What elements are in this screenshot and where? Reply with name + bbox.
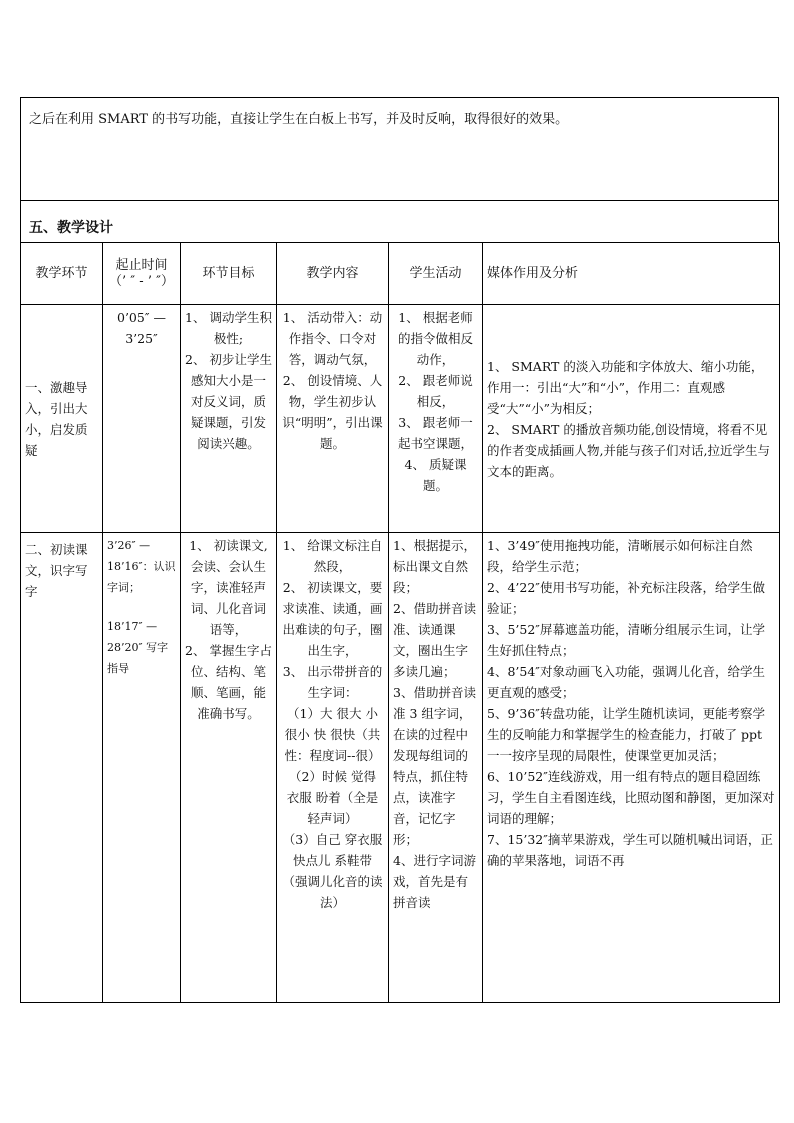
header-media: 媒体作用及分析 [483,243,780,305]
section-title: 五、教学设计 [20,200,779,243]
time-range: 3’26″ —18’16″：认识字词； [107,539,176,594]
time-range: 18’17″ —28’20″ 写字指导 [107,620,169,675]
header-time: 起止时间（’ ″ - ’ ″） [103,243,181,305]
list-item: 7、15’32″摘苹果游戏，学生可以随机喊出词语，正确的苹果落地，词语不再 [487,832,773,868]
list-item: 6、10’52″连线游戏，用一组有特点的题目稳固练习，学生自主看图连线，比照动图和静图，更加深对词语的理解； [487,769,775,826]
list-item: 3、借助拼音读准 3 组字词，在读的过程中发现每组词的特点，抓住特点，读准字音，记忆字形； [393,685,476,847]
list-item: 1、3’49″使用拖拽功能，清晰展示如何标注自然段，给学生示范； [487,538,753,574]
intro-paragraph: 之后在利用 SMART 的书写功能，直接让学生在白板上书写，并及时反响，取得很好的效果。 [20,97,779,201]
goal-cell [181,533,277,1003]
list-item: 4、8’54″对象动画飞入功能，强调儿化音，给学生更直观的感受； [487,664,765,700]
list-item: 3、 出示带拼音的生字词： [282,664,383,700]
media-cell [483,305,780,533]
list-item: 2、4’22″使用书写功能，补充标注段落，给学生做验证； [487,580,765,616]
stage-cell: 一、激趣导入，引出大小，启发质疑 [21,305,103,533]
list-item: 1、 调动学生积极性; [185,310,272,346]
list-item: 1、 SMART 的淡入功能和字体放大、缩小功能，作用一：引出“大”和“小”，作用二：直观感受“大”“小”为相反； [487,358,764,416]
time-cell: 0’05″ —3’25″ [103,305,181,533]
list-item: 2、 SMART 的播放音频功能,创设情境，将看不见的作者变成插画人物,并能与孩子们对话,拉近学生与文本的距离。 [487,421,770,479]
header-goal: 环节目标 [181,243,277,305]
table-header-row [21,243,780,305]
activity-cell [389,305,483,533]
goal-cell [181,305,277,533]
list-item: （2）时候 觉得 衣服 盼着（全是轻声词） [286,769,379,826]
list-item: （1）大 很大 小 很小 快 很快（共性：程度词--很） [284,706,381,763]
list-item: 1、根据提示，标出课文自然段； [393,538,476,595]
list-item: 2、借助拼音读准、读通课文，圈出生字多读几遍； [393,601,476,679]
list-item: 2、 初步让学生感知大小是一对反义词，质疑课题，引发阅读兴趣。 [185,352,272,451]
time-cell [103,533,181,1003]
content-cell [277,533,389,1003]
list-item: 2、 跟老师说相反， [398,373,473,409]
teaching-design-table [20,242,780,1003]
list-item: 4、进行字词游戏，首先是有拼音读 [393,853,476,910]
list-item: 1、 根据老师的指令做相反动作， [397,310,473,367]
header-content: 教学内容 [277,243,389,305]
list-item: 1、 活动带入：动作指令、口令对答，调动气氛， [282,310,383,367]
list-item: 2、 初读课文，要求读准、读通，画出难读的句子，圈出生字， [282,580,383,658]
media-cell [483,533,780,1003]
table-row [21,305,780,533]
content-cell [277,305,389,533]
stage-cell: 二、初读课文，识字写字 [21,533,103,1003]
list-item: 3、 跟老师一起书空课题， [397,415,473,451]
table-row [21,533,780,1003]
header-activity: 学生活动 [389,243,483,305]
list-item: （3）自己 穿衣服 快点儿 系鞋带（强调儿化音的读法） [282,832,383,910]
list-item: 3、5’52″屏幕遮盖功能，清晰分组展示生词，让学生好抓住特点； [487,622,765,658]
list-item: 1、 初读课文,会读、会认生字，读准轻声词、儿化音词语等， [189,538,268,637]
list-item: 2、 掌握生字占位、结构、笔顺、笔画，能准确书写。 [185,643,272,721]
header-stage: 教学环节 [21,243,103,305]
list-item: 5、9’36″转盘功能，让学生随机读词，更能考察学生的反响能力和掌握学生的检查能力，打破了 ppt 一一按序呈现的局限性，使课堂更加灵活； [487,706,765,763]
list-item: 1、 给课文标注自然段， [282,538,383,574]
list-item: 2、 创设情境、人物，学生初步认识“明明”，引出课题。 [282,373,383,451]
list-item: 4、 质疑课题。 [404,457,467,493]
activity-cell [389,533,483,1003]
